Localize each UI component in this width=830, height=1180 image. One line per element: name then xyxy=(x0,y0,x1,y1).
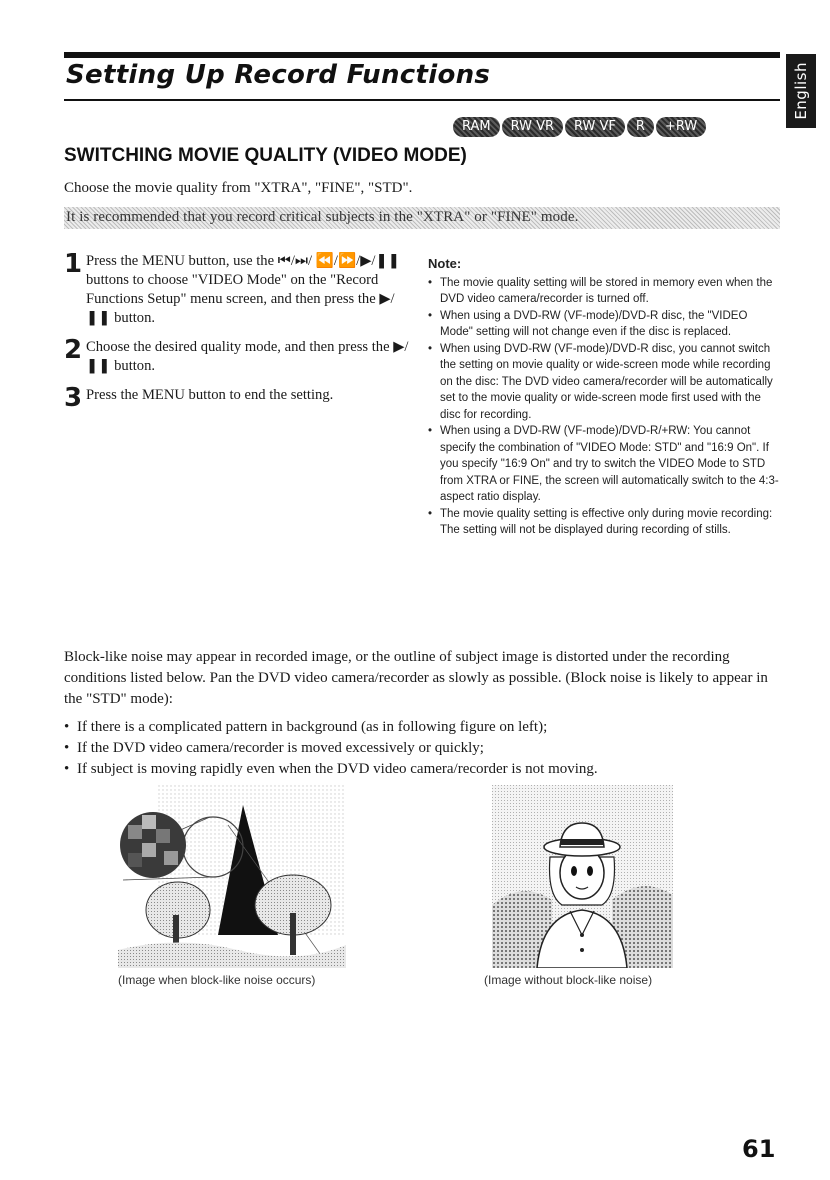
block-noise-paragraph: Block-like noise may appear in recorded image, or the outline of subject image is distorted under the recording conditions listed below. Pan the DVD video camera/recorder as slowly as possible. (Block noise is likely to appear in the "STD" mode): xyxy=(64,649,768,707)
note-title: Note: xyxy=(428,256,462,271)
badge-rw-vf: RW VF xyxy=(565,117,625,137)
block-noise-figure xyxy=(118,785,346,968)
badge-plus-rw: +RW xyxy=(656,117,706,137)
condition-item: • If the DVD video camera/recorder is moved excessively or quickly; xyxy=(64,738,780,759)
language-tab xyxy=(786,54,816,128)
step-number: 3 xyxy=(64,383,83,413)
disc-type-badges xyxy=(453,117,706,137)
note-item: • When using DVD-RW (VF-mode)/DVD-R disc, you cannot switch the setting on movie quality or wide-screen mode while recording on the disc: The DVD video camera/recorder will be automatically set to the movie quality or wide-screen mode first used with the disc for recording. xyxy=(428,341,780,424)
steps-list xyxy=(64,249,409,420)
right-figure-caption: (Image without block-like noise) xyxy=(484,973,653,987)
step-text: Press the MENU button to end the setting. xyxy=(86,387,334,403)
note-item: • When using a DVD-RW (VF-mode)/DVD-R/+RW: You cannot specify the combination of "VIDEO Mode: STD" and "16:9 On". If you specify "16:9 On" and try to switch the VIDEO Mode to STD from XTRA or FINE, the screen will automatically switch to the 4:3-aspect ratio display. xyxy=(428,423,780,506)
header-rule-bottom xyxy=(64,99,780,101)
note-box xyxy=(428,256,780,539)
conditions-list xyxy=(64,717,780,780)
step-1 xyxy=(64,249,409,328)
header-rule-top xyxy=(64,52,780,58)
condition-item: • If subject is moving rapidly even when the DVD video camera/recorder is not moving. xyxy=(64,759,780,780)
condition-item: • If there is a complicated pattern in background (as in following figure on left); xyxy=(64,717,780,738)
clean-image-figure xyxy=(492,785,673,968)
step-3 xyxy=(64,383,409,413)
step-number: 1 xyxy=(64,249,83,279)
left-figure-caption: (Image when block-like noise occurs) xyxy=(118,973,316,987)
section-heading: SWITCHING MOVIE QUALITY (VIDEO MODE) xyxy=(64,145,467,166)
badge-rw-vr: RW VR xyxy=(502,117,563,137)
note-item: • The movie quality setting will be stored in memory even when the DVD video camera/recorder is turned off. xyxy=(428,275,780,308)
badge-r: R xyxy=(627,117,654,137)
step-2 xyxy=(64,335,409,376)
step-text: Choose the desired quality mode, and then press the ▶/❚❚ button. xyxy=(86,339,409,374)
language-tab-label: English xyxy=(792,62,810,120)
step-number: 2 xyxy=(64,335,83,365)
recommendation-text: It is recommended that you record critical subjects in the "XTRA" or "FINE" mode. xyxy=(66,209,579,225)
step-text: Press the MENU button, use the ⏮/⏭/ ⏪/⏩/▶/❚❚ buttons to choose "VIDEO Mode" on the "Record Functions Setup" menu screen, and then press the ▶/❚❚ button. xyxy=(86,253,400,326)
intro-text: Choose the movie quality from "XTRA", "FINE", "STD". xyxy=(64,180,413,196)
note-item: • The movie quality setting is effective only during movie recording: The setting will not be displayed during recording of stills. xyxy=(428,506,780,539)
note-item: • When using a DVD-RW (VF-mode)/DVD-R disc, the "VIDEO Mode" setting will not change even if the disc is replaced. xyxy=(428,308,780,341)
page-title: Setting Up Record Functions xyxy=(66,60,491,90)
badge-ram: RAM xyxy=(453,117,500,137)
page-number: 61 xyxy=(742,1135,776,1163)
